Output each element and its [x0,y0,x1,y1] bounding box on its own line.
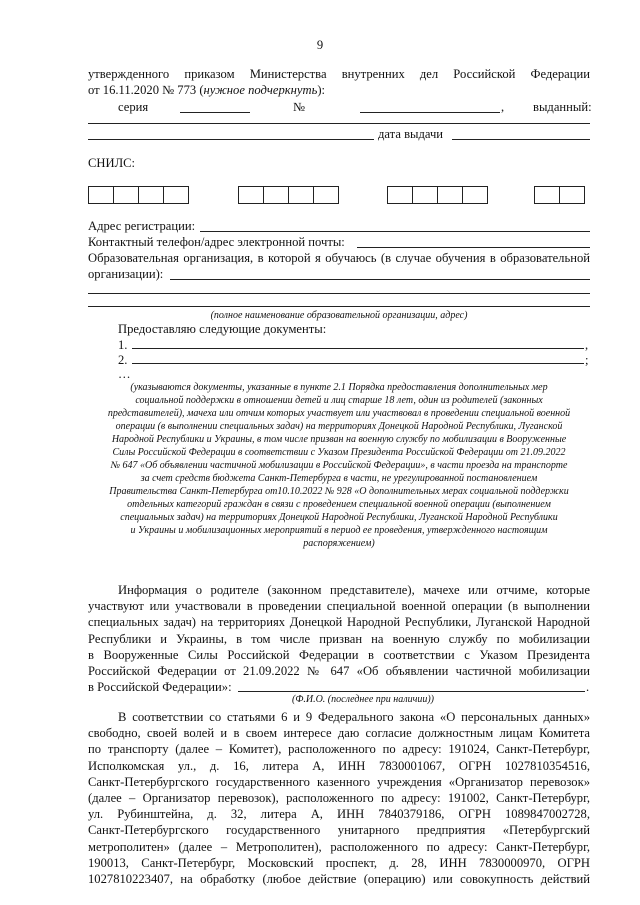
registration-input-line[interactable] [200,231,590,232]
note-line: Правительства Санкт-Петербурга от10.10.2022 № 928 «О дополнительных мерах социальной поддержки [109,486,569,497]
parent-info-line: Российской Федерации от 21.09.2022 № 647 «Об объявлении частичной мобилизации [88,664,590,679]
issued-by-line-2[interactable] [88,139,374,140]
parent-info-line: специальных задач) на территориях Донецкой Народной Республики, Луганской Народной [88,615,590,630]
consent-paragraph [88,709,590,887]
header-line-2 [88,82,325,98]
education-label-line-2: организации): [88,267,164,281]
consent-line: 190013, Санкт-Петербург, Московский проспект, д. 28, ИНН 7830000970, ОГРН [88,855,590,870]
consent-line: по транспорту (далее – Комитет), расположенного по адресу: 191024, Санкт-Петербург, [88,742,590,757]
note-line: отдельных категорий граждан в связи с проведением специальной военной операции (выполнением [127,499,551,510]
header-line-1: утвержденного приказом Министерства внутренних дел Российской Федерации [88,67,590,81]
education-input-line-2[interactable] [88,293,590,294]
parent-name-caption: (Ф.И.О. (последнее при наличии)) [291,694,435,705]
education-caption: (полное наименование образовательной организации, адрес) [210,310,468,321]
consent-line: (далее – Организатор перевозок), расположенного по адресу: 191002, Санкт-Петербург, [88,791,590,806]
note-line: представителей), мачеха или отчим которых участвует или участвовал в проведении специальной военной [107,408,571,419]
consent-line: свободно, своей волей и в своем интересе даю согласие должностным лицам Комитета [88,726,590,741]
consent-line: В соответствии со статьями 6 и 9 Федерального закона «О персональных данных» [118,710,590,724]
note-line: распоряжением) [303,538,375,549]
parent-info-paragraph [88,582,590,679]
issue-date-input-line[interactable] [452,139,590,140]
education-input-line-3[interactable] [88,306,590,307]
number-label: № [293,100,306,114]
parent-name-end: . [586,680,590,694]
number-input-line[interactable] [360,112,500,113]
note-line: (указываются документы, указанные в пункте 2.1 Порядка предоставления дополнительных мер [130,382,548,393]
consent-line: метрополитен» (далее – Метрополитен), расположенного по адресу: Санкт-Петербург, [88,839,590,854]
parent-name-input-line[interactable] [238,691,585,692]
registration-label: Адрес регистрации: [88,219,196,233]
note-line: социальной поддержки в отношении детей и лиц старше 18 лет, один из родителей (законных [135,395,543,406]
issued-by-line[interactable] [88,123,590,124]
note-line: Силы Российской Федерации в соответствии с Указом Президента Российской Федерации от 21.09.2022 [112,447,566,458]
documents-ellipsis: … [118,367,131,381]
snils-group-3[interactable] [387,186,487,204]
parent-info-line: участвуют или участвовали в проведении специальной военной операции (в выполнении [88,599,590,614]
consent-line: Исполкомская ул., д. 16, литера А, ИНН 7830001067, ОГРН 1027810354516, [88,758,590,773]
note-line: специальных задач) на территориях Донецкой Народной Республики, Луганской Народной Республики [120,512,558,523]
parent-info-last-line: в Российской Федерации»: [88,680,232,694]
contact-input-line[interactable] [357,247,590,248]
document-item-2-label: 2. [118,353,128,367]
note-line: Народной Республики и Украины, в том числе призван на военную службу по мобилизации в Вооруженные [111,434,567,445]
consent-line: Санкт-Петербургского государственного унитарного предприятия «Петербургский [88,823,590,838]
page-number: 9 [316,38,324,52]
header-line-2-suffix: ): [317,83,326,97]
note-line: № 647 «Об объявлении частичной мобилизации в Российской Федерации», в части проезда на транспорте [110,460,568,471]
snils-group-1[interactable] [88,186,188,204]
header-line-2-prefix: от 16.11.2020 № 773 ( [88,83,204,97]
document-item-1-input[interactable] [132,348,584,349]
consent-line: 1027810223407, на обработку (любое действие (операцию) или совокупность действий [88,872,590,887]
consent-line: ул. Рубинштейна, д. 32, литера А, ИНН 7840379186, ОГРН 1089847002728, [88,807,590,822]
issued-label: выданный: [533,100,592,114]
comma-separator: , [501,100,505,114]
note-line: операции (в выполнении специальных задач) на территориях Донецкой Народной Республики, Луганской [115,421,563,432]
consent-line: Санкт-Петербургского государственного казенного учреждения «Организатор перевозок» [88,774,590,789]
contact-label: Контактный телефон/адрес электронной почты: [88,235,345,249]
note-line: и Украины и мобилизационных мероприятий в период ее проведения, утвержденного настоящим [130,525,548,536]
note-line: за счет средств бюджета Санкт-Петербурга в части, не урегулированной постановлением [140,473,538,484]
snils-group-4[interactable] [534,186,584,204]
documents-title: Предоставляю следующие документы: [118,322,327,336]
series-input-line[interactable] [180,112,250,113]
education-label-line-1: Образовательная организация, в которой я обучаюсь (в случае обучения в образовательной [88,251,590,265]
education-input-line[interactable] [170,279,590,280]
header-line-2-italic: нужное подчеркнуть [203,83,318,97]
documents-note [88,381,590,550]
parent-info-line: в Вооруженные Силы Российской Федерации в соответствии с Указом Президента [88,647,590,662]
snils-group-2[interactable] [238,186,338,204]
issue-date-label: дата выдачи [378,127,444,141]
document-item-2-input[interactable] [132,363,584,364]
snils-label: СНИЛС: [88,156,136,170]
parent-info-line: Информация о родителе (законном представителе), мачехе или отчиме, которые [118,583,590,597]
series-label: серия [118,100,149,114]
document-item-1-end: , [585,338,589,352]
document-item-2-end: ; [585,353,589,367]
parent-info-line: Республики и Украины, в том числе призван на военную службу по мобилизации [88,631,590,646]
document-item-1-label: 1. [118,338,128,352]
